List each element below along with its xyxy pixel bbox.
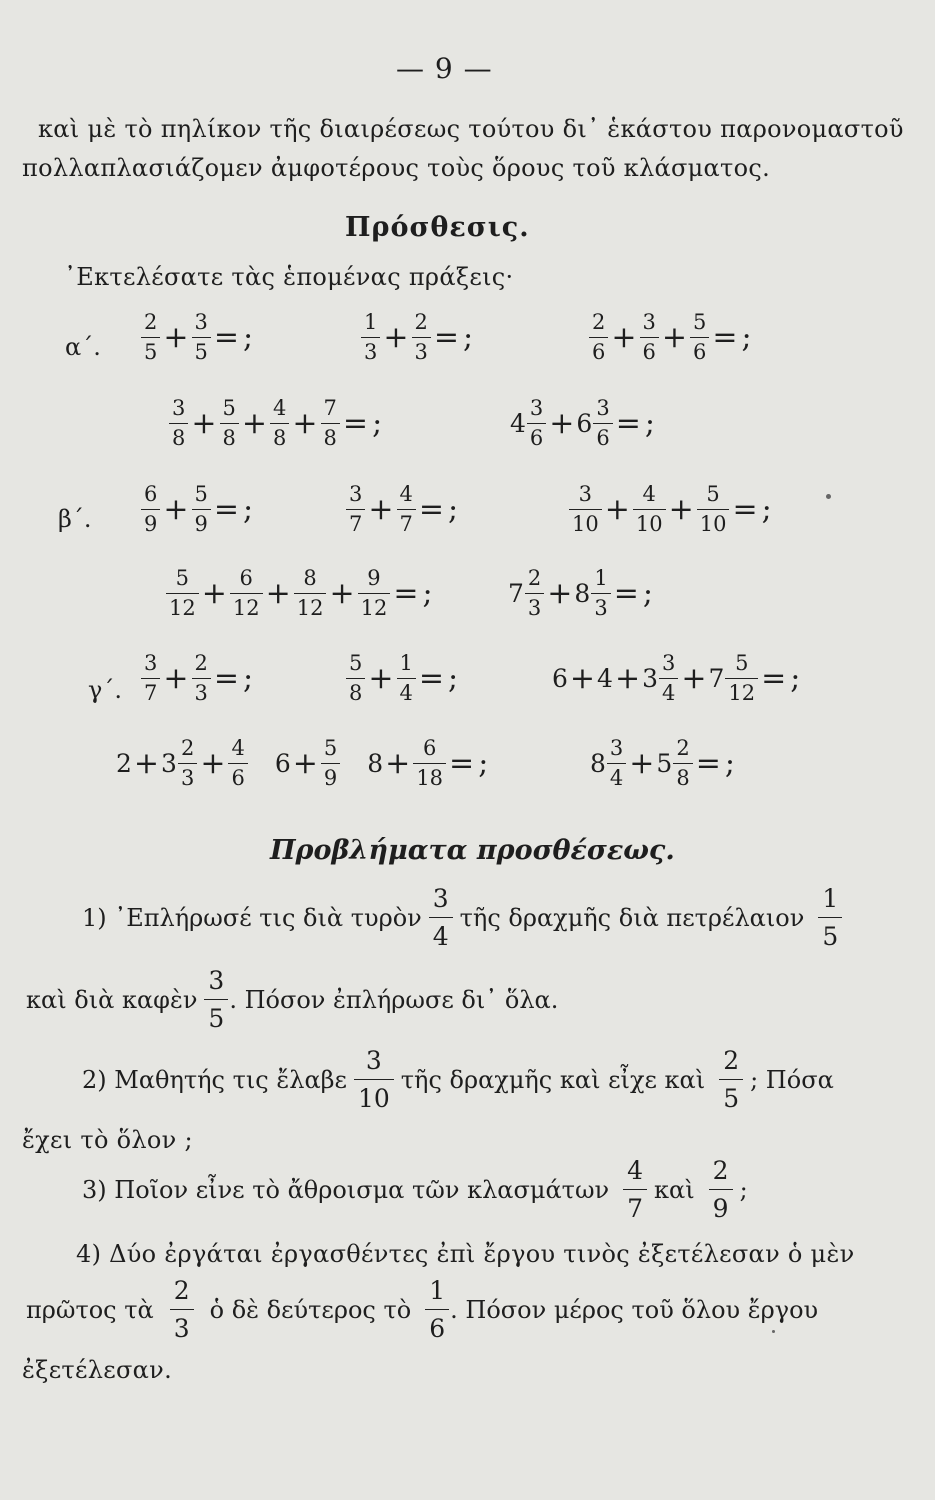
- exercise-b2: [345, 484, 460, 535]
- plus-sign: +: [661, 319, 688, 355]
- semicolon: ;: [448, 660, 459, 696]
- fraction: $\frac{2}{5}$: [141, 312, 160, 363]
- fraction: $\frac{3}{10}$: [569, 484, 602, 535]
- equals-sign: =: [449, 745, 475, 781]
- fraction: $\frac{2}{3}$: [525, 568, 544, 619]
- fraction: $\frac{3}{7}$: [141, 653, 160, 704]
- fraction: $\frac{4}{7}$: [623, 1158, 647, 1221]
- plus-sign: +: [385, 745, 411, 781]
- whole-number: 5: [656, 749, 673, 778]
- semicolon: ;: [422, 575, 433, 611]
- instruction: ᾽Εκτελέσατε τὰς ἑπομένας πράξεις·: [64, 263, 514, 291]
- whole-number: 8: [574, 579, 591, 608]
- problem-4-line-3: ἐξετέλεσαν.: [22, 1356, 172, 1384]
- fraction: $\frac{3}{7}$: [346, 484, 365, 535]
- plus-sign: +: [191, 405, 217, 441]
- semicolon: ;: [243, 319, 254, 355]
- fraction: $\frac{2}{3}$: [178, 738, 197, 789]
- exercise-b1: [140, 484, 255, 535]
- equals-sign: =: [613, 575, 639, 611]
- fraction: $\frac{3}{4}$: [607, 738, 626, 789]
- plus-sign: +: [292, 405, 318, 441]
- fraction: $\frac{6}{9}$: [141, 484, 160, 535]
- label-alpha: α΄.: [65, 333, 101, 361]
- semicolon: ;: [642, 575, 653, 611]
- exercise-a1: [140, 312, 255, 363]
- fraction: $\frac{1}{5}$: [818, 886, 842, 949]
- semicolon: ;: [724, 745, 735, 781]
- whole-number: 4: [597, 664, 613, 693]
- plus-sign: +: [163, 491, 189, 527]
- plus-sign: +: [549, 405, 575, 441]
- equals-sign: =: [418, 491, 445, 527]
- whole-number: 2: [116, 749, 132, 778]
- semicolon: ;: [741, 319, 752, 355]
- fraction: $\frac{5}{10}$: [697, 484, 730, 535]
- fraction: $\frac{4}{6}$: [228, 738, 247, 789]
- fraction: $\frac{5}{6}$: [690, 312, 709, 363]
- fraction: $\frac{5}{9}$: [192, 484, 211, 535]
- fraction: $\frac{4}{7}$: [397, 484, 416, 535]
- fraction: $\frac{2}{5}$: [719, 1048, 743, 1111]
- fraction: $\frac{5}{12}$: [725, 653, 758, 704]
- plus-sign: +: [163, 660, 189, 696]
- plus-sign: +: [383, 319, 409, 355]
- problem-3-line-1: 3) Ποῖον εἶνε τὸ ἄθροισμα τῶν κλασμάτων $\frac{4}{7}$ καὶ $\frac{2}{9}$ ;: [82, 1156, 748, 1223]
- equals-sign: =: [213, 660, 240, 696]
- exercise-c1: [140, 653, 255, 704]
- whole-number: 7: [708, 664, 725, 693]
- semicolon: ;: [372, 405, 383, 441]
- problem-1-line-2: καὶ διὰ καφὲν $\frac{3}{5}$ . Πόσον ἐπλήρωσε δι᾽ ὅλα.: [26, 966, 559, 1033]
- semicolon: ;: [448, 491, 459, 527]
- whole-number: 8: [367, 749, 384, 778]
- page-number: — 9 —: [396, 52, 493, 85]
- plus-sign: +: [200, 745, 226, 781]
- section-title: Πρόσθεσις.: [345, 212, 530, 243]
- equals-sign: =: [615, 405, 641, 441]
- plus-sign: +: [629, 745, 655, 781]
- fraction: $\frac{2}{6}$: [589, 312, 608, 363]
- fraction: $\frac{8}{12}$: [294, 568, 327, 619]
- fraction: $\frac{2}{3}$: [412, 312, 431, 363]
- plus-sign: +: [604, 491, 630, 527]
- semicolon: ;: [478, 745, 489, 781]
- equals-sign: =: [393, 575, 419, 611]
- exercise-b5: [508, 568, 655, 619]
- fraction: $\frac{1}{3}$: [591, 568, 610, 619]
- plus-sign: +: [614, 660, 641, 696]
- fraction: $\frac{2}{3}$: [170, 1278, 194, 1341]
- plus-sign: +: [241, 405, 268, 441]
- whole-number: 8: [590, 749, 606, 778]
- fraction: $\frac{4}{10}$: [633, 484, 666, 535]
- problem-2-line-2: ἔχει τὸ ὅλον ;: [22, 1126, 193, 1154]
- plus-sign: +: [133, 745, 160, 781]
- fraction: $\frac{5}{12}$: [166, 568, 199, 619]
- fraction: $\frac{5}{8}$: [346, 653, 365, 704]
- equals-sign: =: [761, 660, 787, 696]
- whole-number: 6: [576, 409, 593, 438]
- semicolon: ;: [243, 660, 254, 696]
- equals-sign: =: [732, 491, 758, 527]
- fraction: $\frac{2}{8}$: [673, 738, 692, 789]
- fraction: $\frac{2}{3}$: [192, 653, 211, 704]
- intro-line-2: πολλαπλασιάζομεν ἀμφοτέρους τοὺς ὅρους τοῦ κλάσματος.: [22, 154, 771, 182]
- exercise-b4: [165, 568, 435, 619]
- fraction: $\frac{1}{3}$: [361, 312, 380, 363]
- fraction: $\frac{3}{5}$: [204, 968, 228, 1031]
- equals-sign: =: [213, 319, 240, 355]
- whole-number: 3: [642, 664, 658, 693]
- fraction: $\frac{2}{9}$: [709, 1158, 733, 1221]
- plus-sign: +: [292, 745, 318, 781]
- fraction: $\frac{3}{6}$: [593, 398, 612, 449]
- problem-4-line-1: 4) Δύο ἐργάται ἐργασθέντες ἐπὶ ἔργου τινὸς ἐξετέλεσαν ὁ μὲν: [76, 1240, 855, 1268]
- plus-sign: +: [265, 575, 291, 611]
- exercise-a2: [360, 312, 475, 363]
- semicolon: ;: [463, 319, 474, 355]
- fraction: $\frac{3}{10}$: [354, 1048, 394, 1111]
- semicolon: ;: [790, 660, 801, 696]
- plus-sign: +: [611, 319, 637, 355]
- fraction: $\frac{5}{9}$: [321, 738, 340, 789]
- fraction: $\frac{9}{12}$: [358, 568, 391, 619]
- problem-1-line-1: 1) ᾽Επλήρωσέ τις διὰ τυρὸν $\frac{3}{4}$ τῆς δραχμῆς διὰ πετρέλαιον $\frac{1}{5}$: [76, 886, 843, 949]
- whole-number: 7: [508, 579, 524, 608]
- plus-sign: +: [368, 491, 394, 527]
- exercise-a5: [510, 398, 657, 449]
- problem-4-line-2: πρῶτος τὰ $\frac{2}{3}$ ὁ δὲ δεύτερος τὸ $\frac{1}{6}$ . Πόσον μέρος τοῦ ὅλου ἔργου: [26, 1276, 819, 1343]
- scan-speck: [826, 494, 831, 499]
- plus-sign: +: [668, 491, 694, 527]
- equals-sign: =: [433, 319, 460, 355]
- exercise-a4: [168, 398, 384, 449]
- fraction: $\frac{5}{8}$: [220, 398, 239, 449]
- fraction: $\frac{6}{12}$: [230, 568, 263, 619]
- equals-sign: =: [712, 319, 738, 355]
- plus-sign: +: [329, 575, 355, 611]
- exercise-c5: [590, 738, 737, 789]
- fraction: $\frac{3}{8}$: [169, 398, 188, 449]
- equals-sign: =: [418, 660, 445, 696]
- whole-number: 6: [274, 749, 291, 778]
- fraction: $\frac{1}{6}$: [425, 1278, 449, 1341]
- fraction: $\frac{4}{8}$: [270, 398, 289, 449]
- semicolon: ;: [644, 405, 655, 441]
- equals-sign: =: [342, 405, 369, 441]
- fraction: $\frac{7}{8}$: [321, 398, 340, 449]
- fraction: $\frac{3}{5}$: [192, 312, 211, 363]
- problems-title: Προβλήματα προσθέσεως.: [270, 835, 675, 866]
- fraction: $\frac{3}{6}$: [527, 398, 546, 449]
- plus-sign: +: [368, 660, 394, 696]
- fraction: $\frac{3}{4}$: [659, 653, 678, 704]
- exercise-b3: [568, 484, 774, 535]
- exercise-c2: [345, 653, 460, 704]
- equals-sign: =: [213, 491, 240, 527]
- label-gamma: γ΄.: [88, 676, 122, 704]
- problem-2-line-1: 2) Μαθητής τις ἔλαβε $\frac{3}{10}$ τῆς δραχμῆς καὶ εἶχε καὶ $\frac{2}{5}$ ; Πόσα: [82, 1046, 834, 1113]
- scan-speck: [772, 1330, 775, 1333]
- exercise-c3: [552, 653, 802, 704]
- label-beta: β΄.: [58, 505, 92, 533]
- plus-sign: +: [163, 319, 189, 355]
- whole-number: 3: [161, 749, 177, 778]
- whole-number: 6: [552, 664, 568, 693]
- fraction: $\frac{3}{4}$: [429, 886, 453, 949]
- intro-line-1: καὶ μὲ τὸ πηλίκον τῆς διαιρέσεως τούτου δι᾽ ἑκάστου παρονομαστοῦ: [38, 115, 904, 143]
- exercise-c4: [116, 738, 490, 789]
- fraction: $\frac{3}{6}$: [640, 312, 659, 363]
- semicolon: ;: [761, 491, 772, 527]
- fraction: $\frac{1}{4}$: [397, 653, 416, 704]
- plus-sign: +: [569, 660, 596, 696]
- plus-sign: +: [681, 660, 707, 696]
- plus-sign: +: [547, 575, 573, 611]
- semicolon: ;: [243, 491, 254, 527]
- equals-sign: =: [695, 745, 721, 781]
- exercise-a3: [588, 312, 754, 363]
- whole-number: 4: [510, 409, 526, 438]
- fraction: $\frac{6}{18}$: [413, 738, 446, 789]
- plus-sign: +: [201, 575, 227, 611]
